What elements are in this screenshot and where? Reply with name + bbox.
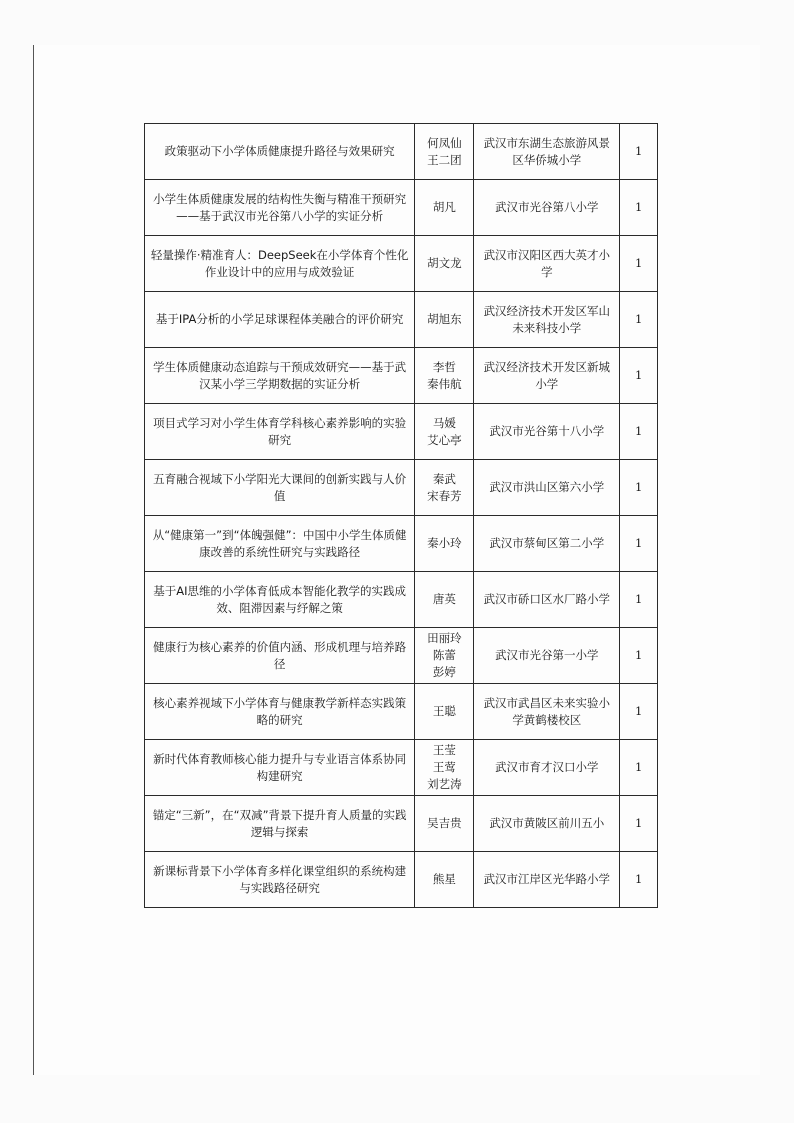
author-cell xyxy=(415,852,474,908)
paper-title-cell: 项目式学习对小学生体育学科核心素养影响的实验研究 xyxy=(145,404,415,460)
school-cell: 武汉市育才汉口小学 xyxy=(474,740,620,796)
author-cell xyxy=(415,180,474,236)
author-name: 陈蕾 xyxy=(432,648,456,662)
school-cell: 武汉市黄陂区前川五小 xyxy=(474,796,620,852)
count-cell: 1 xyxy=(620,628,658,684)
author-name: 田丽玲 xyxy=(427,631,462,645)
award-list-table xyxy=(144,123,658,908)
paper-title-cell: 轻量操作·精准育人：DeepSeek在小学体育个性化作业设计中的应用与成效验证 xyxy=(145,236,415,292)
author-cell xyxy=(415,516,474,572)
author-cell xyxy=(415,124,474,180)
count-cell: 1 xyxy=(620,292,658,348)
author-name: 马媛 xyxy=(432,415,456,430)
author-name: 王莹 xyxy=(432,743,456,757)
table-body xyxy=(145,124,658,908)
count-cell: 1 xyxy=(620,236,658,292)
paper-title-cell: 健康行为核心素养的价值内涵、形成机理与培养路径 xyxy=(145,628,415,684)
table-row xyxy=(145,348,658,404)
author-cell xyxy=(415,684,474,740)
paper-title-cell: 基于IPA分析的小学足球课程体美融合的评价研究 xyxy=(145,292,415,348)
author-cell xyxy=(415,572,474,628)
school-cell: 武汉市汉阳区西大英才小学 xyxy=(474,236,620,292)
paper-title-cell: 学生体质健康动态追踪与干预成效研究——基于武汉某小学三学期数据的实证分析 xyxy=(145,348,415,404)
school-cell: 武汉市江岸区光华路小学 xyxy=(474,852,620,908)
table-row xyxy=(145,628,658,684)
table-row xyxy=(145,180,658,236)
author-name: 王莺 xyxy=(432,760,456,774)
table-row xyxy=(145,460,658,516)
author-name: 何凤仙 xyxy=(427,135,462,150)
table-row xyxy=(145,516,658,572)
paper-title-cell: 五育融合视域下小学阳光大课间的创新实践与人价值 xyxy=(145,460,415,516)
author-cell xyxy=(415,460,474,516)
count-cell: 1 xyxy=(620,460,658,516)
author-cell xyxy=(415,348,474,404)
author-name: 李哲 xyxy=(432,359,456,374)
table-row xyxy=(145,796,658,852)
school-cell: 武汉经济技术开发区新城小学 xyxy=(474,348,620,404)
count-cell: 1 xyxy=(620,348,658,404)
table-row xyxy=(145,684,658,740)
author-name: 王聪 xyxy=(432,704,456,718)
school-cell: 武汉市洪山区第六小学 xyxy=(474,460,620,516)
paper-title-cell: 新课标背景下小学体育多样化课堂组织的系统构建与实践路径研究 xyxy=(145,852,415,908)
school-cell: 武汉经济技术开发区军山未来科技小学 xyxy=(474,292,620,348)
author-cell xyxy=(415,236,474,292)
author-name: 胡凡 xyxy=(432,200,456,214)
author-cell xyxy=(415,292,474,348)
table-row xyxy=(145,236,658,292)
paper-title-cell: 小学生体质健康发展的结构性失衡与精准干预研究——基于武汉市光谷第八小学的实证分析 xyxy=(145,180,415,236)
count-cell: 1 xyxy=(620,516,658,572)
author-name: 宋春芳 xyxy=(427,488,462,503)
author-name: 艾心亭 xyxy=(427,432,462,447)
table-row xyxy=(145,572,658,628)
school-cell: 武汉市硚口区水厂路小学 xyxy=(474,572,620,628)
count-cell: 1 xyxy=(620,124,658,180)
paper-title-cell: 从“健康第一”到“体魄强健”：中国中小学生体质健康改善的系统性研究与实践路径 xyxy=(145,516,415,572)
paper-title-cell: 基于AI思维的小学体育低成本智能化教学的实践成效、阻滞因素与纾解之策 xyxy=(145,572,415,628)
author-name: 秦武 xyxy=(432,471,456,486)
table-row xyxy=(145,404,658,460)
paper-title-cell: 核心素养视域下小学体育与健康教学新样态实践策略的研究 xyxy=(145,684,415,740)
school-cell: 武汉市东湖生态旅游风景区华侨城小学 xyxy=(474,124,620,180)
author-name: 胡旭东 xyxy=(427,312,462,326)
count-cell: 1 xyxy=(620,684,658,740)
paper-title-cell: 政策驱动下小学体质健康提升路径与效果研究 xyxy=(145,124,415,180)
table-row xyxy=(145,852,658,908)
author-cell xyxy=(415,740,474,796)
author-cell xyxy=(415,404,474,460)
paper-title-cell: 锚定“三新”，在“双减”背景下提升育人质量的实践逻辑与探索 xyxy=(145,796,415,852)
author-name: 王二团 xyxy=(427,152,462,167)
school-cell: 武汉市武昌区未来实验小学黄鹤楼校区 xyxy=(474,684,620,740)
author-cell xyxy=(415,628,474,684)
table-row xyxy=(145,740,658,796)
school-cell: 武汉市光谷第一小学 xyxy=(474,628,620,684)
table-row xyxy=(145,292,658,348)
count-cell: 1 xyxy=(620,404,658,460)
school-cell: 武汉市光谷第十八小学 xyxy=(474,404,620,460)
school-cell: 武汉市光谷第八小学 xyxy=(474,180,620,236)
author-name: 吴吉贵 xyxy=(427,816,462,830)
author-name: 刘艺涛 xyxy=(427,777,462,791)
count-cell: 1 xyxy=(620,852,658,908)
school-cell: 武汉市蔡甸区第二小学 xyxy=(474,516,620,572)
count-cell: 1 xyxy=(620,572,658,628)
author-cell xyxy=(415,796,474,852)
author-name: 秦伟航 xyxy=(427,376,462,391)
author-name: 熊星 xyxy=(432,872,456,886)
author-name: 胡文龙 xyxy=(427,256,462,270)
table-row xyxy=(145,124,658,180)
author-name: 秦小玲 xyxy=(427,536,462,550)
author-name: 彭婷 xyxy=(432,665,456,679)
paper-title-cell: 新时代体育教师核心能力提升与专业语言体系协同构建研究 xyxy=(145,740,415,796)
count-cell: 1 xyxy=(620,180,658,236)
count-cell: 1 xyxy=(620,796,658,852)
count-cell: 1 xyxy=(620,740,658,796)
scan-border-line xyxy=(33,45,34,1075)
author-name: 唐英 xyxy=(432,592,456,606)
